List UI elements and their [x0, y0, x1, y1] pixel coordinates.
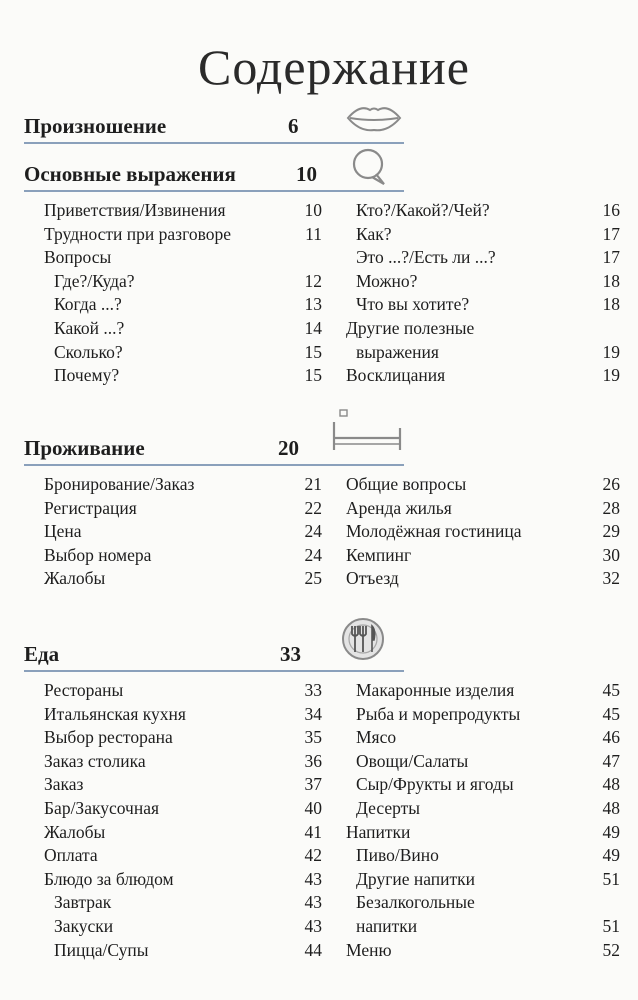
toc-entry-title: Какой ...?: [54, 317, 125, 338]
toc-entry-title: Вопросы: [44, 247, 112, 268]
toc-entry-title: Это ...?/Есть ли ...?: [356, 247, 496, 268]
toc-entry-page: 10: [304, 200, 322, 220]
toc-entry-title: Оплата: [44, 845, 98, 866]
toc-entry-page: 52: [602, 939, 620, 960]
toc-entry-title: выражения: [356, 341, 439, 362]
toc-entry-page: 32: [602, 568, 620, 589]
toc-entry-title: Пицца/Супы: [54, 939, 149, 960]
toc-entry-page: 24: [304, 521, 322, 542]
toc-entry-page: 35: [304, 727, 322, 748]
toc-entry-page: 29: [602, 521, 620, 542]
toc-entry-title: Жалобы: [44, 821, 106, 842]
toc-entry-page: 47: [602, 750, 620, 771]
bed-icon: [330, 406, 404, 456]
toc-entry-title: Цена: [44, 521, 82, 542]
toc-entry-page: 28: [602, 497, 620, 518]
toc-entry-title: Десерты: [356, 797, 421, 818]
toc-entry-page: 45: [602, 680, 620, 700]
toc-entry-title: Сколько?: [54, 341, 123, 362]
toc-entry-title: Овощи/Салаты: [356, 750, 469, 771]
toc-entry-page: 18: [602, 294, 620, 315]
section-title: Основные выражения: [24, 162, 236, 186]
section-page: 20: [278, 436, 299, 460]
toc-entry-page: 43: [304, 892, 322, 913]
toc-entry-title: Отъезд: [346, 568, 399, 589]
toc-entry-title: Блюдо за блюдом: [44, 868, 174, 889]
toc-entry-page: 42: [304, 845, 322, 866]
toc-entry-page: 14: [304, 317, 322, 338]
toc-entry-page: 16: [602, 200, 620, 220]
toc-entry-title: Когда ...?: [54, 294, 122, 315]
toc-entry-title: Жалобы: [44, 568, 106, 589]
section-title: Еда: [24, 642, 60, 666]
toc-entry-page: 43: [304, 915, 322, 936]
toc-entry-title: Напитки: [346, 821, 411, 842]
toc-entry-title: Кто?/Какой?/Чей?: [356, 200, 490, 220]
toc-entry-title: Можно?: [356, 270, 418, 291]
toc-entry-title: Сыр/Фрукты и ягоды: [356, 774, 514, 795]
toc-entry-page: 24: [304, 544, 322, 565]
toc-entry-title: Другие напитки: [356, 868, 476, 889]
plate-cutlery-icon: [340, 616, 386, 662]
toc-entry-title: Кемпинг: [346, 544, 412, 565]
toc-entry-title: Завтрак: [54, 892, 112, 913]
toc-entry-page: 13: [304, 294, 322, 315]
toc-entry-title: Безалкогольные: [356, 892, 475, 913]
toc-entry-title: Заказ столика: [44, 750, 146, 771]
toc-entry-page: 22: [304, 497, 322, 518]
toc-entry-title: Молодёжная гостиница: [346, 521, 522, 542]
toc-entry-title: Выбор ресторана: [44, 727, 173, 748]
toc-entry-title: Пиво/Вино: [356, 845, 439, 866]
toc-entry-page: 25: [304, 568, 322, 589]
toc-entry-page: 46: [602, 727, 620, 748]
toc-entry-page: 49: [602, 845, 620, 866]
section-title: Произношение: [24, 114, 167, 138]
toc-entry-title: Выбор номера: [44, 544, 152, 565]
toc-entry-title: Итальянская кухня: [44, 703, 186, 724]
toc-entry-page: 51: [602, 915, 620, 936]
toc-entry-page: 17: [602, 223, 620, 244]
toc-entry-title: Бар/Закусочная: [44, 797, 160, 818]
toc-entry-page: 15: [304, 365, 322, 386]
toc-entry-page: 41: [304, 821, 322, 842]
toc-entry-page: 19: [602, 365, 620, 386]
toc-entry-title: Почему?: [54, 365, 120, 386]
section-title: Проживание: [24, 436, 145, 460]
toc-entry-title: Где?/Куда?: [54, 270, 135, 291]
toc-entry-title: Другие полезные: [346, 317, 475, 338]
toc-entry-title: Бронирование/Заказ: [44, 474, 195, 494]
toc-entry-title: Аренда жилья: [346, 497, 452, 518]
page-title: Содержание: [198, 39, 470, 95]
toc-entry-title: Регистрация: [44, 497, 137, 518]
toc-entry-title: Мясо: [356, 727, 397, 748]
toc-entry-page: 37: [304, 774, 322, 795]
toc-entry-title: Трудности при разговоре: [44, 223, 231, 244]
section-page: 33: [280, 642, 301, 666]
toc-entry-title: Макаронные изделия: [356, 680, 515, 700]
toc-entry-title: Общие вопросы: [346, 474, 467, 494]
section-header[interactable]: [24, 160, 404, 192]
toc-entry-page: 48: [602, 774, 620, 795]
toc-entry-title: Меню: [346, 939, 392, 960]
toc-entry-page: 12: [304, 270, 322, 291]
section-page: 10: [296, 162, 317, 186]
toc-entry-page: 45: [602, 703, 620, 724]
toc-entry-title: Что вы хотите?: [356, 294, 470, 315]
toc-entry-page: 51: [602, 868, 620, 889]
toc-entry-title: напитки: [356, 915, 418, 936]
toc-entry-title: Закуски: [54, 915, 114, 936]
section-page: 6: [288, 114, 299, 138]
toc-entry-title: Как?: [356, 223, 392, 244]
speech-bubble-icon: [348, 146, 390, 188]
toc-entry-page: 33: [304, 680, 322, 700]
toc-entry-title: Заказ: [44, 774, 84, 795]
toc-entry-page: 49: [602, 821, 620, 842]
toc-entry-title: Восклицания: [346, 365, 446, 386]
toc-entry-page: 11: [305, 223, 322, 244]
toc-entry-page: 48: [602, 797, 620, 818]
toc-entry-title: Рыба и морепродукты: [356, 703, 521, 724]
toc-entry-title: Приветствия/Извинения: [44, 200, 226, 220]
toc-entry-page: 21: [304, 474, 322, 494]
toc-entry-page: 15: [304, 341, 322, 362]
toc-entry-page: 17: [602, 247, 620, 268]
toc-entry-page: 44: [304, 939, 322, 960]
lips-icon: [344, 102, 404, 134]
toc-entry-page: 43: [304, 868, 322, 889]
toc-entry-page: 40: [304, 797, 322, 818]
toc-entry-page: 19: [602, 341, 620, 362]
toc-entry-title: Рестораны: [44, 680, 124, 700]
toc-entry-page: 18: [602, 270, 620, 291]
toc-entry-page: 30: [602, 544, 620, 565]
toc-entry-page: 34: [304, 703, 322, 724]
toc-entry-page: 36: [304, 750, 322, 771]
toc-entry-page: 26: [602, 474, 620, 494]
